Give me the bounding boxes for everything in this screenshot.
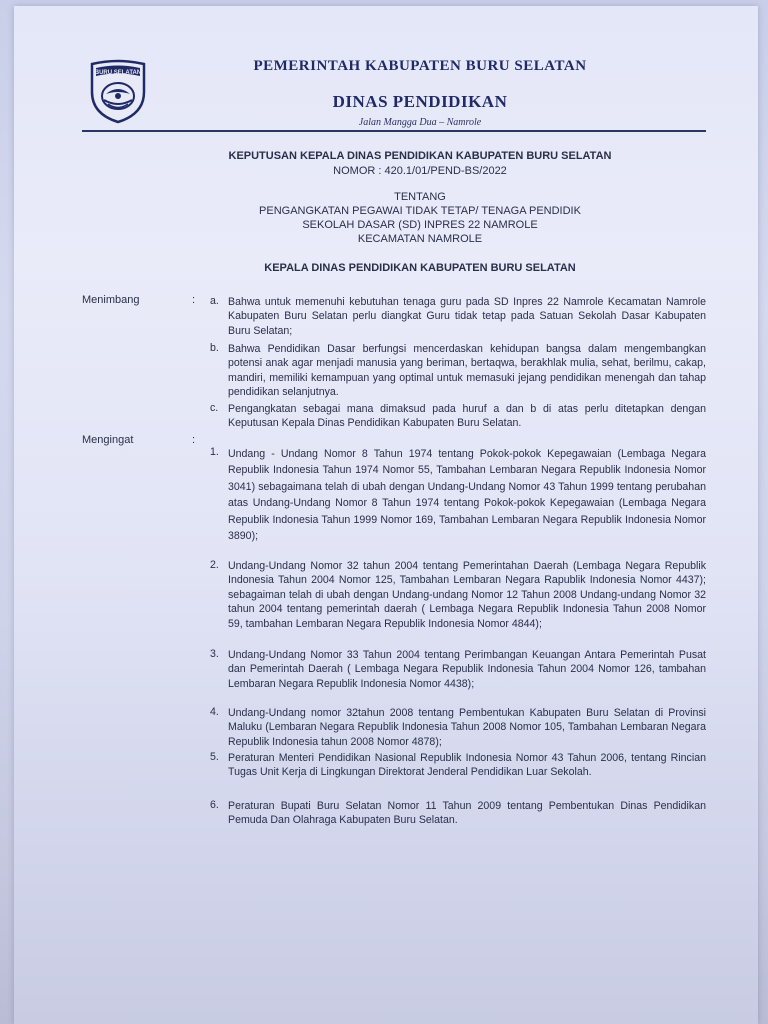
menimbang-item-a: Bahwa untuk memenuhi kebutuhan tenaga guru pada SD Inpres 22 Namrole Kecamatan Namrole Kabupaten Buru Selatan perlu diangkat Guru tidak tetap pada Satuan Sekolah Dasar Kabupaten Buru Selatan; bbox=[228, 296, 706, 337]
menimbang-item-c: Pengangkatan sebagai mana dimaksud pada huruf a dan b di atas perlu ditetapkan dengan Keputusan Kepala Dinas Pendidikan Kabupaten Buru Selatan. bbox=[228, 403, 706, 430]
about-label: TENTANG bbox=[394, 191, 446, 203]
address-line: Jalan Mangga Dua – Namrole bbox=[358, 117, 482, 128]
list-marker: b. bbox=[210, 342, 219, 354]
menimbang-item-b: Bahwa Pendidikan Dasar berfungsi mencerdaskan kehidupan bangsa dalam mengembangkan potensi anak agar menjadi manusia yang beriman, bertaqwa, berakhlak mulia, sehat, berilmu, cakap, mandiri, memiliki kemampuan yang optimal untuk memasuki jejang pendidikan menengah dan tahap pendidikan selanjutnya. bbox=[228, 343, 706, 399]
letterhead-divider bbox=[82, 130, 706, 132]
emblem-text: BURU SELATAN bbox=[94, 70, 142, 76]
list-marker: 4. bbox=[210, 706, 219, 718]
mengingat-item-1: Undang - Undang Nomor 8 Tahun 1974 tentang Pokok-pokok Kepegawaian (Lembaga Negara Republik Indonesia Tahun 1974 Nomor 55, Tambahan Lembaran Negara Republik Indonesia Nomor 3041) sebagaimana telah di ubah dengan Undang-Undang Nomor 43 Tahun 1999 tentang perubahan atas Undang-Undang Nomor 8 Tahun 1974 tentang Pokok-pokok Kepegawaian (Lembaga Negara Republik Indonesia Tahun 1999 Nomor 169, Tambahan Lembaran Negara Republik Indonesia Nomor 3890); bbox=[228, 448, 706, 543]
decree-number: NOMOR : 420.1/01/PEND-BS/2022 bbox=[333, 165, 507, 177]
list-marker: 3. bbox=[210, 648, 219, 660]
subject-line: SEKOLAH DASAR (SD) INPRES 22 NAMROLE bbox=[302, 219, 538, 231]
decree-title: KEPUTUSAN KEPALA DINAS PENDIDIKAN KABUPATEN BURU SELATAN bbox=[228, 150, 612, 162]
list-marker: c. bbox=[210, 402, 219, 414]
menimbang-label: Menimbang bbox=[82, 294, 140, 306]
document-page bbox=[14, 6, 758, 1024]
mengingat-label: Mengingat bbox=[82, 434, 134, 446]
subject-line: PENGANGKATAN PEGAWAI TIDAK TETAP/ TENAGA PENDIDIK bbox=[259, 205, 581, 217]
list-marker: 6. bbox=[210, 799, 219, 811]
mengingat-colon: : bbox=[192, 434, 196, 446]
mengingat-item-6: Peraturan Bupati Buru Selatan Nomor 11 Tahun 2009 tentang Pembentukan Dinas Pendidikan Pemuda Dan Olahraga Kabupaten Buru Selatan. bbox=[228, 800, 706, 827]
menimbang-colon: : bbox=[192, 294, 196, 306]
list-marker: 1. bbox=[210, 446, 219, 458]
issuer-heading: KEPALA DINAS PENDIDIKAN KABUPATEN BURU SELATAN bbox=[264, 262, 576, 274]
department-heading: DINAS PENDIDIKAN bbox=[332, 92, 508, 111]
subject-line: KECAMATAN NAMROLE bbox=[357, 233, 483, 245]
list-marker: 2. bbox=[210, 559, 219, 571]
mengingat-item-4: Undang-Undang nomor 32tahun 2008 tentang Pembentukan Kabupaten Buru Selatan di Provinsi Maluku (Lembaran Negara Republik Indonesia Tahun 2008 Nomor 105, Tambahan Lembaran Negara Republik Indonesia tahun 2008 Nomor 4878); bbox=[228, 707, 706, 748]
mengingat-item-2: Undang-Undang Nomor 32 tahun 2004 tentang Pemerintahan Daerah (Lembaga Negara Republik Indonesia Tahun 2004 Nomor 125, Tambahan Lembaran Negara Rapublik Indonesia Nomor 4437); sebagaiman telah di ubah dengan Undang-undang Nomor 12 Tahun 2008 Undang-undang Nomor 32 tahun 2004 tentang pemerintah daerah ( Lembaga Negara Republik Indonesia Tahun 2008 Nomor 59, tambahan Lembaran Negara Republik Indonesia Nomor 4844); bbox=[228, 560, 706, 630]
mengingat-item-5: Peraturan Menteri Pendidikan Nasional Republik Indonesia Nomor 43 Tahun 2006, tentang Rincian Tugas Unit Kerja di Lingkungan Direktorat Jenderal Pendidikan Luar Sekolah. bbox=[228, 752, 706, 779]
mengingat-item-3: Undang-Undang Nomor 33 Tahun 2004 tentang Perimbangan Keuangan Antara Pemerintah Pusat dan Pemerintah Daerah ( Lembaga Negara Republik Indonesia Tahun 2004 Nomor 126, tambahan Lembaran Negara Republik Indonesia Nomor 4438); bbox=[228, 649, 706, 690]
government-heading: PEMERINTAH KABUPATEN BURU SELATAN bbox=[253, 58, 587, 74]
list-marker: 5. bbox=[210, 751, 219, 763]
list-marker: a. bbox=[210, 295, 219, 307]
